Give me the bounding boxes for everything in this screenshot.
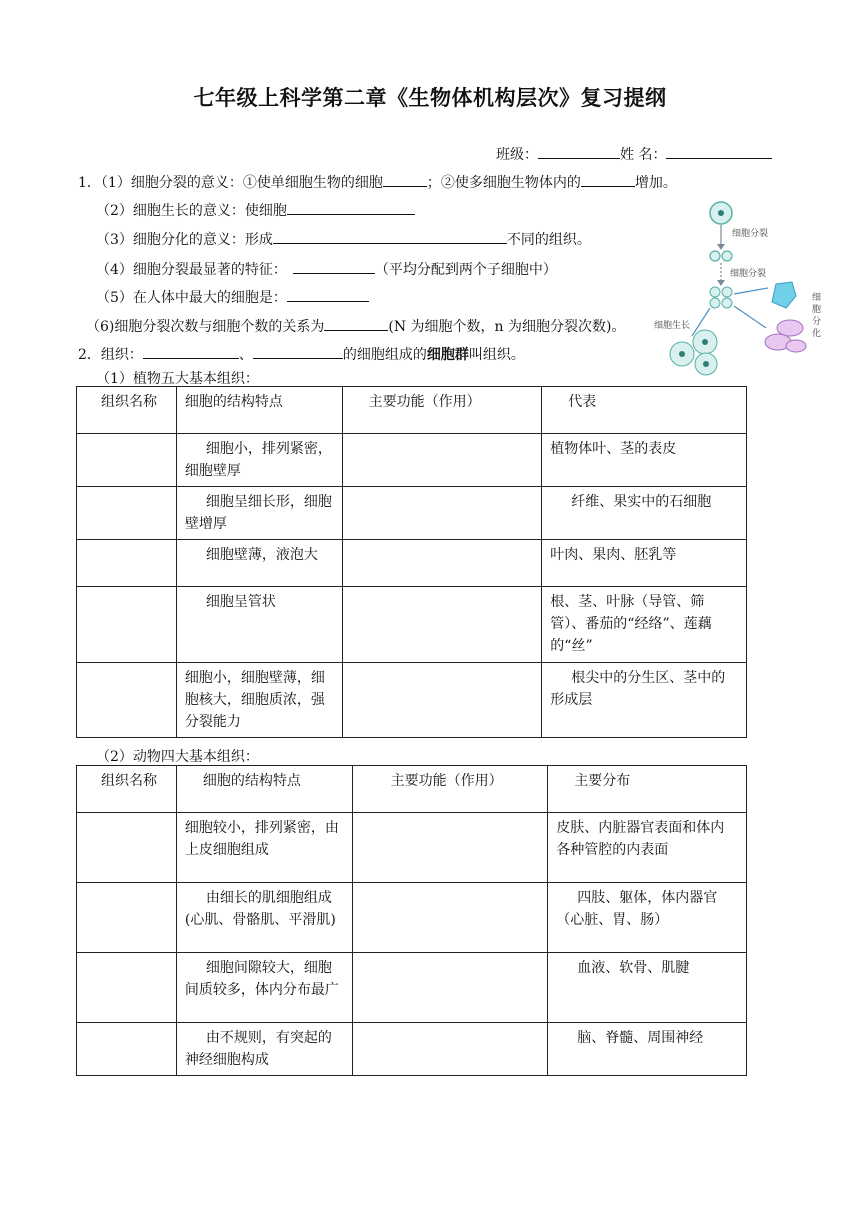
header-cell: 细胞的结构特点	[176, 387, 342, 434]
feature-cell: 细胞壁薄，液泡大	[176, 540, 342, 587]
header-cell: 代表	[542, 387, 747, 434]
name-label: 姓 名：	[620, 147, 667, 163]
name-cell[interactable]	[77, 540, 177, 587]
q1-line5	[96, 287, 369, 307]
q1-line4	[96, 259, 557, 279]
feature-cell: 细胞小，排列紧密，细胞壁厚	[176, 434, 342, 487]
label-divide-1: 细胞分裂	[732, 229, 769, 239]
q2-bold-term: 细胞群	[426, 347, 469, 363]
function-cell[interactable]	[342, 663, 542, 738]
function-cell[interactable]	[342, 487, 542, 540]
q1-blank[interactable]	[273, 229, 507, 244]
label-diff-4: 化	[812, 329, 822, 339]
table-row	[77, 487, 747, 540]
name-cell[interactable]	[77, 587, 177, 663]
table-row	[77, 1023, 747, 1076]
q1-text: 1．（1）细胞分裂的意义：①使单细胞生物的细胞	[78, 175, 383, 191]
header-cell: 主要分布	[548, 766, 747, 813]
arrow-head-icon	[717, 280, 725, 286]
q1-line3	[96, 229, 591, 249]
feature-cell: 由不规则，有突起的神经细胞构成	[176, 1023, 352, 1076]
page-title: 七年级上科学第二章《生物体机构层次》复习提纲	[193, 86, 667, 110]
q2-line	[78, 344, 525, 364]
table-row	[77, 883, 747, 953]
q1-blank[interactable]	[581, 172, 635, 187]
q1-text: 不同的组织。	[506, 232, 591, 248]
example-cell: 根尖中的分生区、茎中的形成层	[542, 663, 747, 738]
label-divide-2: 细胞分裂	[730, 269, 767, 279]
feature-cell: 由细长的肌细胞组成(心肌、骨骼肌、平滑肌)	[176, 883, 352, 953]
distribution-cell: 四肢、躯体，体内器官（心脏、胃、肠）	[548, 883, 747, 953]
distribution-cell: 皮肤、内脏器官表面和体内各种管腔的内表面	[548, 813, 747, 883]
function-cell[interactable]	[352, 953, 548, 1023]
feature-cell: 细胞呈管状	[176, 587, 342, 663]
q2-blank[interactable]	[253, 344, 343, 359]
q1-blank[interactable]	[293, 259, 375, 274]
q1-text: （平均分配到两个子细胞中）	[374, 262, 557, 278]
q1-text: 增加。	[634, 175, 677, 191]
arrow-icon	[734, 288, 768, 294]
q1-text: (N 为细胞个数，n 为细胞分裂次数)。	[388, 319, 626, 335]
name-cell[interactable]	[77, 953, 177, 1023]
header-cell: 主要功能（作用）	[342, 387, 542, 434]
name-cell[interactable]	[77, 487, 177, 540]
name-cell[interactable]	[77, 434, 177, 487]
q1-blank[interactable]	[324, 316, 388, 331]
animal-caption: （2）动物四大基本组织：	[96, 749, 259, 765]
q1-blank[interactable]	[287, 287, 369, 302]
arrow-icon	[734, 306, 766, 328]
feature-cell: 细胞间隙较大，细胞间质较多，体内分布最广	[176, 953, 352, 1023]
name-cell[interactable]	[77, 663, 177, 738]
function-cell[interactable]	[342, 540, 542, 587]
q2-text: 2．组织：	[78, 347, 143, 363]
table-row	[77, 953, 747, 1023]
example-cell: 根、茎、叶脉（导管、筛管）、番茄的“经络”、莲藕的“丝”	[542, 587, 747, 663]
function-cell[interactable]	[352, 813, 548, 883]
distribution-cell: 血液、软骨、肌腱	[548, 953, 747, 1023]
q1-text: （3）细胞分化的意义：形成	[96, 232, 273, 248]
function-cell[interactable]	[342, 434, 542, 487]
function-cell[interactable]	[342, 587, 542, 663]
q1-line6	[86, 316, 625, 336]
example-cell: 叶肉、果肉、胚乳等	[542, 540, 747, 587]
q2-text: 、	[238, 347, 253, 363]
label-diff-1: 细	[812, 293, 822, 303]
q2-blank[interactable]	[143, 344, 239, 359]
feature-cell: 细胞较小，排列紧密，由上皮细胞组成	[176, 813, 352, 883]
q1-text: （6)细胞分裂次数与细胞个数的关系为	[86, 319, 325, 335]
cell-cluster-icon	[710, 287, 732, 308]
table-header-row	[77, 387, 747, 434]
epithelial-cells-icon	[765, 320, 806, 352]
header-cell: 主要功能（作用）	[352, 766, 548, 813]
cell-icon	[710, 251, 720, 261]
animal-tissue-table	[76, 765, 747, 1076]
q1-blank[interactable]	[287, 200, 415, 215]
class-label: 班级：	[496, 147, 538, 163]
q2-text: 叫组织。	[468, 347, 525, 363]
label-grow: 细胞生长	[654, 321, 691, 331]
header-fields	[496, 144, 772, 164]
name-cell[interactable]	[77, 1023, 177, 1076]
function-cell[interactable]	[352, 883, 548, 953]
name-cell[interactable]	[77, 883, 177, 953]
cell-icon	[722, 251, 732, 261]
table-row	[77, 663, 747, 738]
q1-text: ；②使多细胞生物体内的	[426, 175, 581, 191]
label-diff-3: 分	[812, 317, 822, 327]
arrow-head-icon	[717, 244, 725, 250]
name-cell[interactable]	[77, 813, 177, 883]
table-header-row	[77, 766, 747, 813]
example-cell: 纤维、果实中的石细胞	[542, 487, 747, 540]
q1-line2	[96, 200, 415, 220]
table-row	[77, 587, 747, 663]
grown-cells-icon	[670, 330, 717, 375]
q1-line1	[78, 172, 677, 192]
feature-cell: 细胞小，细胞壁薄，细胞核大，细胞质浓，强分裂能力	[176, 663, 342, 738]
table-row	[77, 540, 747, 587]
q2-text: 的细胞组成的	[342, 347, 427, 363]
label-diff-2: 胞	[812, 305, 822, 315]
class-blank[interactable]	[538, 144, 620, 159]
nucleus-icon	[718, 210, 724, 216]
header-cell: 组织名称	[77, 766, 177, 813]
header-cell: 细胞的结构特点	[176, 766, 352, 813]
plant-caption: （1）植物五大基本组织：	[96, 371, 259, 387]
name-blank[interactable]	[666, 144, 772, 159]
header-cell: 组织名称	[77, 387, 177, 434]
cell-division-diagram	[650, 196, 830, 376]
muscle-cell-icon	[772, 282, 796, 308]
function-cell[interactable]	[352, 1023, 548, 1076]
feature-cell: 细胞呈细长形，细胞壁增厚	[176, 487, 342, 540]
example-cell: 植物体叶、茎的表皮	[542, 434, 747, 487]
table-row	[77, 813, 747, 883]
q1-text: （5）在人体中最大的细胞是：	[96, 290, 287, 306]
plant-tissue-table	[76, 386, 747, 738]
table-row	[77, 434, 747, 487]
q1-blank[interactable]	[383, 172, 427, 187]
q1-text: （4）细胞分裂最显著的特征：	[96, 262, 287, 278]
distribution-cell: 脑、脊髓、周围神经	[548, 1023, 747, 1076]
q1-text: （2）细胞生长的意义：使细胞	[96, 203, 287, 219]
